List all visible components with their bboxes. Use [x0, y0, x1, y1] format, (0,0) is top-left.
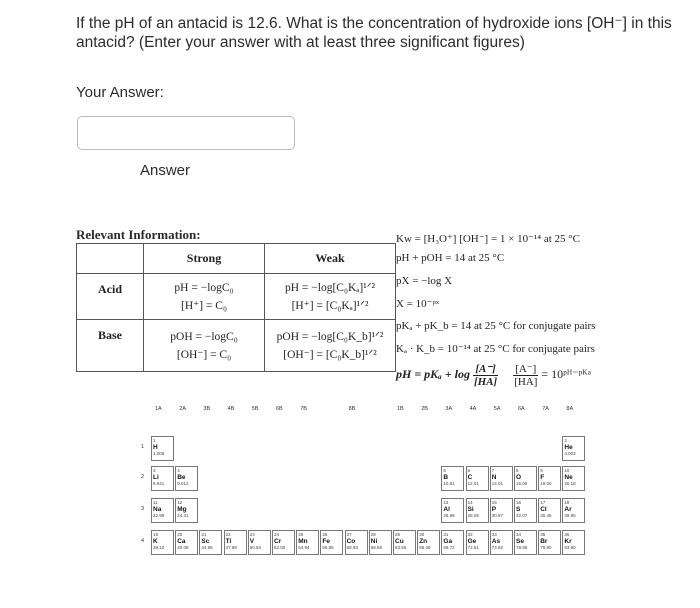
atomic-number: 31: [443, 532, 449, 537]
element-symbol: C: [467, 473, 473, 481]
atomic-mass: 4.003: [564, 450, 576, 456]
element-symbol: As: [491, 537, 501, 545]
element-symbol: Kr: [564, 537, 572, 545]
hh-left: pH = pKₐ + log: [396, 366, 470, 381]
atomic-number: 30: [419, 532, 425, 537]
atomic-mass: 26.98: [443, 512, 455, 518]
atomic-number: 20: [177, 532, 183, 537]
atomic-mass: 35.45: [540, 512, 552, 518]
base-weak-poh: pOH = −log[C₀K_b]¹ᐟ²: [276, 330, 384, 343]
acid-weak-cell: [265, 274, 396, 320]
element-cell: [151, 466, 174, 491]
element-cell: [417, 530, 440, 555]
hh-num-2: [A⁻]: [513, 362, 538, 376]
acid-strong-h: [H⁺] = C₀: [181, 299, 227, 312]
atomic-number: 10: [564, 468, 570, 473]
atomic-number: 17: [540, 500, 546, 505]
group-label: 4B: [227, 406, 235, 412]
element-cell: [562, 436, 585, 461]
eq-ph-poh: pH + pOH = 14 at 25 °C: [396, 252, 505, 264]
atomic-number: 5: [443, 468, 446, 473]
group-label: 1A: [155, 406, 162, 412]
element-symbol: Sc: [201, 537, 210, 545]
element-symbol: V: [249, 537, 255, 545]
hh-right: = 10ᵖᴴ⁻ᵖᴷᵃ: [541, 366, 592, 381]
element-cell: [296, 530, 319, 555]
element-symbol: Be: [177, 473, 186, 481]
atomic-number: 25: [298, 532, 304, 537]
atomic-mass: 83.80: [564, 544, 576, 550]
element-symbol: P: [491, 505, 497, 513]
atomic-mass: 74.92: [491, 544, 504, 550]
element-cell: [538, 530, 561, 555]
element-symbol: He: [564, 443, 573, 451]
element-symbol: O: [516, 473, 522, 481]
atomic-mass: 55.85: [322, 544, 334, 550]
group-label: 2B: [421, 406, 428, 412]
atomic-number: 2: [564, 438, 567, 443]
atomic-number: 19: [153, 532, 159, 537]
group-label: 6A: [518, 406, 525, 412]
element-symbol: Ga: [443, 537, 453, 545]
atomic-mass: 44.96: [201, 544, 213, 550]
atomic-mass: 79.90: [540, 544, 552, 550]
eq-px: pX = −log X: [396, 275, 453, 287]
formula-table: [76, 243, 396, 372]
hh-fraction-2: [513, 362, 538, 388]
element-symbol: Se: [516, 537, 524, 545]
hh-num: [A⁻]: [473, 362, 498, 376]
element-cell: [151, 530, 174, 555]
element-cell: [490, 530, 513, 555]
atomic-number: 15: [491, 500, 497, 505]
element-symbol: Ni: [370, 537, 378, 545]
element-cell: [199, 530, 222, 555]
hh-fraction: [473, 362, 498, 388]
group-label: 6B: [276, 406, 283, 412]
atomic-number: 22: [225, 532, 231, 537]
base-strong-cell: [144, 320, 265, 372]
element-symbol: N: [491, 473, 497, 481]
element-cell: [466, 466, 489, 491]
acid-strong-ph: pH = −logC₀: [174, 281, 234, 294]
period-label: 3: [141, 506, 145, 512]
atomic-number: 24: [274, 532, 280, 537]
atomic-number: 16: [516, 500, 522, 505]
atomic-mass: 69.72: [443, 544, 455, 550]
element-cell: [538, 498, 561, 523]
element-cell: [320, 530, 343, 555]
element-cell: [562, 466, 585, 491]
atomic-mass: 16.00: [516, 480, 528, 486]
atomic-number: 27: [346, 532, 352, 537]
atomic-mass: 72.61: [467, 544, 479, 550]
element-cell: [248, 530, 271, 555]
group-label: 8B: [348, 406, 356, 412]
atomic-mass: 63.55: [395, 544, 407, 550]
atomic-number: 8: [516, 468, 519, 473]
row-base-label: Base: [77, 320, 144, 372]
group-label: 2A: [179, 406, 186, 412]
atomic-number: 34: [516, 532, 522, 537]
atomic-mass: 47.88: [225, 544, 237, 550]
element-cell: [272, 530, 295, 555]
element-symbol: F: [540, 473, 545, 481]
element-symbol: Ti: [225, 537, 232, 545]
element-symbol: Zn: [419, 537, 428, 545]
group-label: 7B: [300, 406, 307, 412]
eq-kw: Kw = [H₃O⁺] [OH⁻] = 1 × 10⁻¹⁴ at 25 °C: [396, 233, 580, 245]
period-label: 2: [141, 474, 145, 480]
element-cell: [224, 530, 247, 555]
group-label: 5A: [493, 406, 501, 412]
element-symbol: Cl: [540, 505, 547, 513]
atomic-number: 6: [467, 468, 471, 473]
atomic-number: 1: [153, 438, 156, 443]
element-symbol: Ca: [177, 537, 186, 545]
atomic-number: 18: [564, 500, 570, 505]
element-symbol: S: [516, 505, 521, 513]
element-cell: [562, 530, 585, 555]
element-cell: [441, 498, 464, 523]
element-symbol: Cu: [395, 537, 404, 545]
element-cell: [538, 466, 561, 491]
atomic-mass: 39.10: [153, 544, 165, 550]
element-symbol: K: [153, 537, 158, 545]
atomic-number: 26: [322, 532, 328, 537]
atomic-number: 14: [467, 500, 473, 505]
element-cell: [466, 530, 489, 555]
element-cell: [175, 466, 198, 491]
eq-x: X = 10⁻ᵖˣ: [396, 298, 440, 310]
atomic-mass: 52.00: [274, 544, 286, 550]
atomic-number: 4: [177, 468, 180, 473]
atomic-number: 28: [370, 532, 376, 537]
element-cell: [514, 466, 537, 491]
atomic-mass: 22.99: [153, 512, 165, 518]
hh-den-2: [HA]: [514, 376, 538, 388]
hh-den: [HA]: [473, 376, 498, 388]
atomic-mass: 30.97: [491, 512, 504, 518]
your-answer-label: Your Answer:: [76, 84, 164, 101]
atomic-mass: 12.01: [467, 480, 479, 486]
atomic-mass: 19.00: [540, 480, 552, 486]
atomic-number: 21: [201, 532, 207, 537]
atomic-mass: 39.95: [564, 512, 576, 518]
element-symbol: Cr: [274, 537, 282, 545]
acid-weak-h: [H⁺] = [C₀Kₐ]¹ᐟ²: [291, 299, 369, 312]
element-symbol: Al: [443, 505, 450, 513]
element-cell: [175, 530, 198, 555]
question-text: If the pH of an antacid is 12.6. What is the concentration of hydroxide ions [OH⁻] in this antacid? (Enter your answer with at least three significant figures): [76, 15, 672, 51]
atomic-number: 11: [153, 500, 158, 505]
acid-strong-cell: [144, 274, 265, 320]
base-strong-poh: pOH = −logC₀: [170, 330, 238, 343]
atomic-number: 7: [491, 468, 495, 473]
element-symbol: B: [443, 473, 449, 481]
atomic-mass: 10.81: [443, 480, 455, 486]
element-symbol: H: [153, 443, 158, 451]
atomic-mass: 24.31: [177, 512, 189, 518]
header-strong: Strong: [144, 244, 265, 274]
group-label: 8A: [566, 406, 574, 412]
atomic-mass: 28.09: [467, 512, 479, 518]
element-cell: [441, 466, 464, 491]
element-cell: [175, 498, 198, 523]
atomic-number: 33: [491, 532, 497, 537]
base-weak-oh: [OH⁻] = [C₀K_b]¹ᐟ²: [283, 348, 377, 361]
base-weak-cell: [265, 320, 396, 372]
atomic-number: 9: [540, 468, 543, 473]
atomic-mass: 65.39: [419, 544, 431, 550]
element-symbol: Mg: [177, 505, 187, 513]
element-cell: [466, 498, 489, 523]
element-cell: [490, 498, 513, 523]
atomic-number: 35: [540, 532, 546, 537]
group-label: 3B: [203, 406, 211, 412]
element-symbol: Ar: [564, 505, 572, 513]
atomic-mass: 6.941: [153, 480, 165, 486]
element-cell: [562, 498, 585, 523]
atomic-mass: 54.94: [298, 544, 310, 550]
eq-pka-pkb: pKₐ + pK_b = 14 at 25 °C for conjugate pairs: [396, 320, 596, 332]
atomic-number: 3: [153, 468, 156, 473]
acid-weak-ph: pH = −log[C₀Kₐ]¹ᐟ²: [284, 281, 376, 294]
eq-ka-kb: Kₐ · K_b = 10⁻¹⁴ at 25 °C for conjugate pairs: [396, 343, 595, 355]
row-acid-label: Acid: [77, 274, 144, 320]
atomic-number: 32: [467, 532, 473, 537]
atomic-number: 36: [564, 532, 570, 537]
atomic-mass: 58.69: [370, 544, 383, 550]
element-symbol: Ne: [564, 473, 573, 481]
base-strong-oh: [OH⁻] = C₀: [176, 348, 232, 361]
element-symbol: Br: [540, 537, 548, 545]
answer-input[interactable]: [77, 116, 295, 150]
answer-button[interactable]: Answer: [140, 162, 191, 179]
element-symbol: Mn: [298, 537, 308, 545]
atomic-mass: 1.008: [153, 450, 165, 456]
atomic-mass: 9.012: [177, 480, 189, 486]
element-cell: [151, 498, 174, 523]
element-symbol: Li: [153, 473, 159, 481]
element-cell: [490, 466, 513, 491]
group-label: 3A: [445, 406, 453, 412]
element-symbol: Ge: [467, 537, 477, 545]
period-label: 1: [141, 444, 145, 450]
periodic-table: [139, 406, 585, 574]
element-cell: [441, 530, 464, 555]
atomic-mass: 40.08: [177, 544, 189, 550]
element-cell: [393, 530, 416, 555]
atomic-number: 23: [249, 532, 255, 537]
atomic-mass: 50.94: [249, 544, 262, 550]
element-cell: [151, 436, 174, 461]
table-corner: [77, 244, 144, 274]
element-cell: [514, 498, 537, 523]
header-weak: Weak: [265, 244, 396, 274]
element-symbol: Fe: [322, 537, 330, 545]
element-symbol: Co: [346, 537, 356, 545]
atomic-mass: 58.93: [346, 544, 358, 550]
element-symbol: Si: [467, 505, 474, 513]
element-cell: [345, 530, 368, 555]
group-label: 1B: [397, 406, 404, 412]
relevant-info-title: Relevant Information:: [76, 227, 201, 242]
atomic-mass: 32.07: [516, 512, 528, 518]
element-cell: [514, 530, 537, 555]
atomic-number: 13: [443, 500, 449, 505]
eq-henderson: [396, 362, 591, 388]
element-cell: [369, 530, 392, 555]
atomic-number: 29: [395, 532, 401, 537]
group-label: 4A: [469, 406, 477, 412]
atomic-mass: 20.18: [564, 480, 576, 486]
group-label: 7A: [542, 406, 549, 412]
atomic-mass: 78.96: [516, 544, 528, 550]
atomic-mass: 14.01: [491, 480, 504, 486]
atomic-number: 12: [177, 500, 183, 505]
group-label: 5B: [251, 406, 259, 412]
element-symbol: Na: [153, 505, 162, 513]
period-label: 4: [141, 538, 145, 544]
